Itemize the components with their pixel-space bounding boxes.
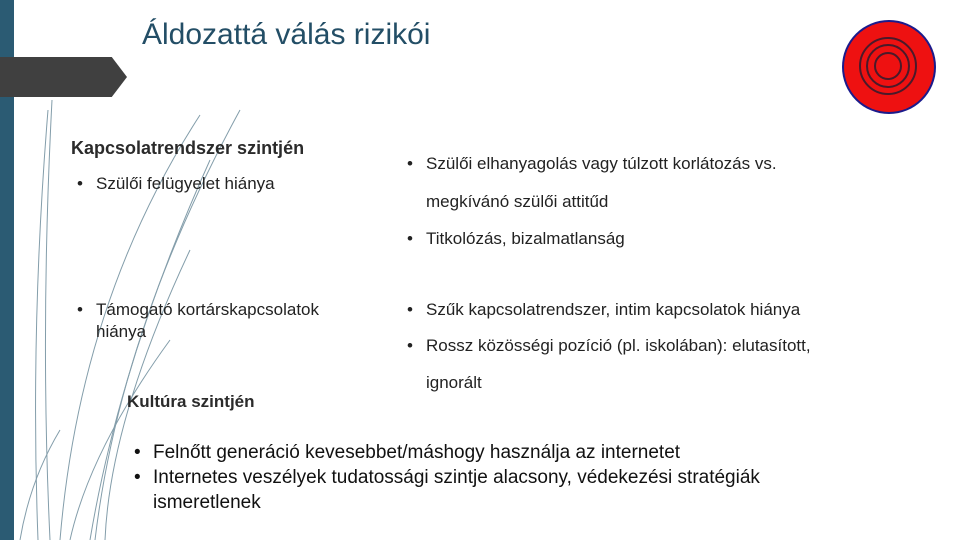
slide-title: Áldozattá válás rizikói: [142, 18, 431, 51]
left-bullet-2-cont: hiánya: [96, 322, 147, 341]
right-bullet-1: • Szülői elhanyagolás vagy túlzott korlátozás vs.: [426, 154, 777, 174]
culture-bullet-2: • Internetes veszélyek tudatossági szintje alacsony, védekezési stratégiák: [153, 467, 760, 489]
culture-level-heading: Kultúra szintjén: [127, 392, 255, 411]
left-bullet-2: • Támogató kortárskapcsolatok: [96, 300, 319, 320]
target-icon: [836, 16, 942, 120]
right-bullet-1-cont: megkívánó szülői attitűd: [426, 192, 609, 211]
right-bullet-2: • Titkolózás, bizalmatlanság: [426, 229, 625, 249]
left-bullet-1: • Szülői felügyelet hiánya: [96, 174, 275, 194]
relationship-level-heading: Kapcsolatrendszer szintjén: [71, 138, 305, 158]
right-bullet-4-cont: ignorált: [426, 373, 482, 392]
culture-bullet-2-cont: ismeretlenek: [153, 492, 261, 513]
right-bullet-4: • Rossz közösségi pozíció (pl. iskolában): elutasított,: [426, 336, 811, 356]
right-bullet-3: • Szűk kapcsolatrendszer, intim kapcsolatok hiánya: [426, 300, 800, 320]
culture-bullet-1: • Felnőtt generáció kevesebbet/máshogy használja az internetet: [153, 442, 680, 464]
